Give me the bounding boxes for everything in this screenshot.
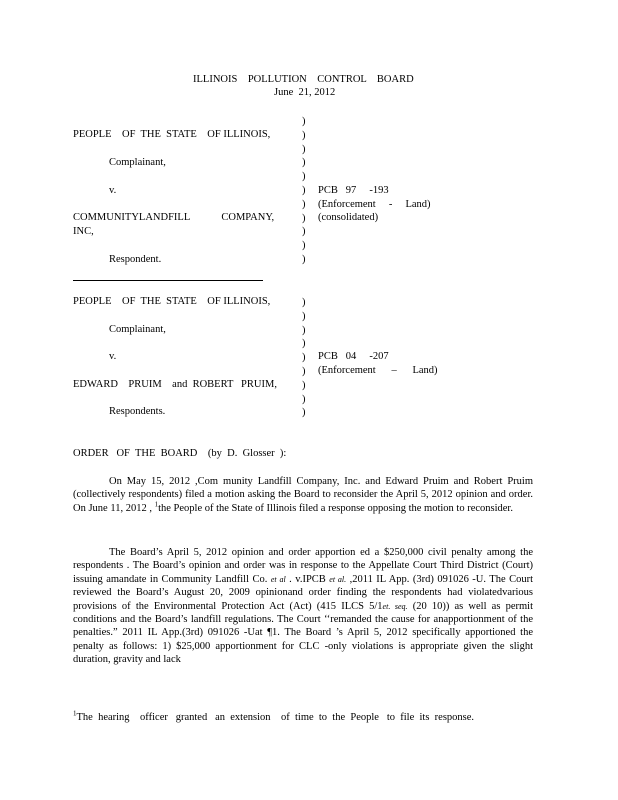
case2-enforcement: (Enforcement – Land)	[318, 365, 438, 376]
case1-complainant: Complainant,	[109, 157, 166, 168]
case2-complainant: Complainant,	[109, 324, 166, 335]
paragraph-2	[73, 546, 533, 667]
case1-respondent-name-cont: INC,	[73, 226, 94, 237]
paragraph-1	[73, 475, 533, 515]
caption-divider	[73, 280, 263, 281]
paragraph-1-text-a: On May 15, 2012 ,Com munity Landfill Company, Inc. and Edward Pruim and Robert Pruim (collectively respondents) filed a motion asking the Board to reconsider the April 5, 2012 opinion and order. On June 11, 2012 ,	[73, 476, 533, 514]
board-title: ILLINOIS POLLUTION CONTROL BOARD	[193, 74, 414, 85]
paragraph-1-text-b: the People of the State of Illinois filed a response opposing the motion to reconsider.	[158, 502, 513, 514]
paragraph-2-text-c: ,2011 IL App. (3rd) 091026 -U. The Court reviewed the Board’s August 20, 2009 opinionand order finding the respondents had violatedvarious provisions of the Environmental Protection Act (Act) (415 ILCS 5/1	[73, 573, 533, 612]
citation-et-seq: et. seq.	[382, 601, 408, 611]
paragraph-2-text-d: (20 10)) as well as permit conditions and the Board’s landfill regulations. The Court ‘‘remanded the cause for anapportionment of the penalties.” 2011 IL App.(3rd) 091026 -Uat ¶1. The Board ’s April 5, 2012 specifically apportioned the penalty as follows: 1) $25,000 apportionment for CLC -only violations is appropriate given the slight duration, gravity and lack	[73, 600, 533, 666]
citation-et-al-1: et al	[270, 574, 286, 584]
citation-et-al-2: et al.	[329, 574, 347, 584]
paragraph-2-text-a: The Board’s April 5, 2012 opinion and order apportion ed a $250,000 civil penalty among the respondents . The Board’s opinion and order was in response to the Appellate Court Third District (Court) issuing amandate in Community Landfill Co.	[73, 547, 533, 585]
case1-respondent-name: COMMUNITYLANDFILL COMPANY,	[73, 212, 275, 223]
case2-respondents-label: Respondents.	[109, 406, 166, 417]
footnote-reference: 1	[154, 500, 159, 509]
case2-versus: v.	[109, 351, 117, 362]
paragraph-2-text-b: . v.IPCB	[285, 573, 330, 585]
order-heading: ORDER OF THE BOARD (by D. Glosser ):	[73, 448, 287, 459]
case1-versus: v.	[109, 185, 117, 196]
case2-pcb-number: PCB 04 -207	[318, 351, 389, 362]
case1-enforcement: (Enforcement - Land)	[318, 199, 431, 210]
case2-parenthesis-column: ) ) ) ) ) ) ) ) )	[302, 297, 306, 419]
footnote-mark: 1	[73, 709, 77, 718]
case2-respondents-names: EDWARD PRUIM and ROBERT PRUIM,	[73, 379, 277, 390]
case2-people: PEOPLE OF THE STATE OF ILLINOIS,	[73, 296, 271, 307]
order-date: June 21, 2012	[274, 87, 336, 98]
case1-pcb-number: PCB 97 -193	[318, 185, 389, 196]
footnote	[73, 709, 475, 724]
case1-respondent-label: Respondent.	[109, 254, 162, 265]
case1-parenthesis-column: ) ) ) ) ) ) ) ) ) ) )	[302, 116, 306, 265]
footnote-text: The hearing officer granted an extension of time to the People to file its response.	[76, 712, 475, 723]
case1-people: PEOPLE OF THE STATE OF ILLINOIS,	[73, 129, 271, 140]
case1-consolidated: (consolidated)	[318, 212, 379, 223]
